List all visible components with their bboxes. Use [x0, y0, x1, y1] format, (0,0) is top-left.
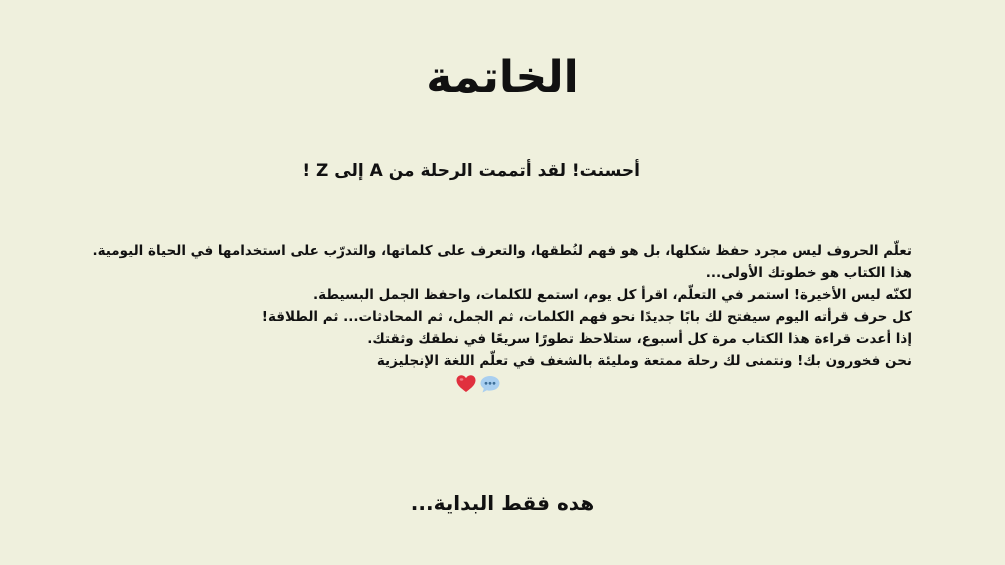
- paragraph-line: نحن فخورون بك! ونتمنى لك رحلة ممتعة ومليئة بالشغف في تعلّم اللغة الإنجليزية: [376, 353, 912, 369]
- paragraph-line: تعلُّم الحروف ليس مجرد حفظ شكلها، بل هو فهم لنُطقها، والتعرف على كلماتها، والتدرّب على استخدامها في الحياة اليومية.: [92, 243, 912, 259]
- paragraph-line: لكنّه ليس الأخيرة! استمر في التعلّم، اقرأ كل يوم، استمع للكلمات، واحفظ الجمل البسيطة.: [313, 287, 912, 303]
- slide-title: الخاتمة: [426, 52, 579, 103]
- paragraph-line: هذا الكتاب هو خطوتك الأولى...: [705, 265, 912, 281]
- paragraph: [60, 240, 912, 372]
- slide-footer: هده فقط البداية...: [410, 491, 595, 515]
- slide-subtitle: أحسنت! لقد أتممت الرحلة من A إلى Z !: [302, 161, 640, 181]
- paragraph-line: إذا أعدت قراءة هذا الكتاب مرة كل أسبوع، ستلاحظ تطورًا سريعًا في نطقك وثقتك.: [367, 331, 912, 347]
- speech-bubble-icon: [479, 373, 501, 395]
- emoji-row: [455, 373, 501, 395]
- paragraph-line: كل حرف قرأته اليوم سيفتح لك بابًا جديدًا نحو فهم الكلمات، ثم الجمل، ثم المحادثات... ثم الطلاقة!: [261, 309, 912, 325]
- heart-icon: [455, 373, 477, 395]
